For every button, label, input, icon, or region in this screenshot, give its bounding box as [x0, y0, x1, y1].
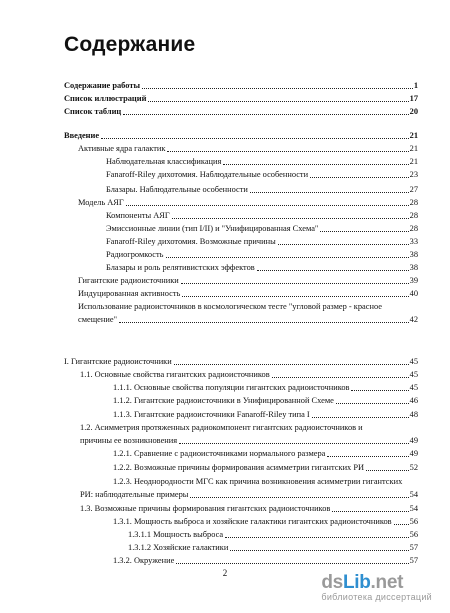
- toc-entry: [78, 143, 418, 154]
- toc-leader-dots: [332, 511, 408, 512]
- toc-entry-page: 57: [409, 556, 418, 565]
- toc-entry-title: 1.1.2. Гигантские радиоисточники в Унифицированной Схеме: [113, 396, 334, 405]
- toc-entry: [78, 275, 418, 286]
- toc-leader-dots: [351, 390, 408, 391]
- toc-leader-dots: [179, 443, 409, 444]
- watermark-tagline: библиотека диссертаций: [321, 592, 432, 602]
- toc-entry-page: 28: [409, 198, 418, 207]
- toc-leader-dots: [250, 192, 409, 193]
- toc-entry-title: 1.2.3. Неоднородности МГС как причина возникновения асимметрии гигантских: [113, 477, 403, 486]
- toc-entry: [113, 409, 418, 420]
- toc-leader-dots: [101, 138, 409, 139]
- toc-entry-title: 1.3. Возможные причины формирования гигантских радиоисточников: [80, 504, 331, 513]
- toc-leader-dots: [142, 88, 413, 89]
- toc-entry-title: 1.2.1. Сравнение с радиоисточниками нормального размера: [113, 449, 326, 458]
- toc-entry-title: Содержание работы: [64, 81, 140, 90]
- toc-leader-dots: [310, 177, 409, 178]
- toc-entry: [78, 197, 418, 208]
- toc-entry-page: 48: [409, 410, 418, 419]
- toc-leader-dots: [327, 456, 408, 457]
- toc-entry-title: Индуцированная активность: [78, 289, 181, 298]
- toc-entry-page: 20: [409, 107, 418, 116]
- toc-entry: [64, 356, 418, 367]
- watermark: [321, 572, 432, 602]
- toc-entry-title: 1.3.1. Мощность выброса и хозяйские галактики гигантских радиоисточников: [113, 517, 392, 526]
- toc-entry-page: 40: [409, 289, 418, 298]
- page-title: Содержание: [64, 33, 196, 56]
- toc-entry-title: Список иллюстраций: [64, 94, 147, 103]
- toc-entry-title: Активные ядра галактик: [78, 144, 166, 153]
- toc-entry: [106, 169, 418, 180]
- toc-entry: [106, 223, 418, 234]
- watermark-logo: dsLib.net: [321, 572, 404, 593]
- toc-entry-title: I. Гигантские радиоисточники: [64, 357, 172, 366]
- toc-entry-title: причины ее возникновения: [80, 436, 178, 445]
- toc-leader-dots: [166, 257, 409, 258]
- toc-entry-page: 49: [409, 449, 418, 458]
- toc-entry: [106, 210, 418, 221]
- toc-leader-dots: [225, 537, 408, 538]
- toc-entry: [106, 184, 418, 195]
- toc-entry: [78, 301, 418, 312]
- toc-leader-dots: [320, 231, 408, 232]
- toc-entry-title: 1.1.3. Гигантские радиоисточники Fanaroff-Riley типа I: [113, 410, 310, 419]
- toc-entry-page: 38: [409, 263, 418, 272]
- toc-entry-title: 1.3.1.1 Мощность выброса: [128, 530, 224, 539]
- toc-entry: [113, 382, 418, 393]
- toc-leader-dots: [366, 470, 409, 471]
- toc-leader-dots: [126, 205, 409, 206]
- toc-leader-dots: [123, 114, 408, 115]
- toc-leader-dots: [148, 101, 408, 102]
- toc-entry: [128, 542, 418, 553]
- toc-entry: [106, 156, 418, 167]
- toc-leader-dots: [174, 364, 409, 365]
- toc-entry: [80, 435, 418, 446]
- toc-leader-dots: [223, 164, 408, 165]
- toc-entry-page: 39: [409, 276, 418, 285]
- toc-entry-title: Наблюдательная классификация: [106, 157, 222, 166]
- toc-leader-dots: [119, 322, 409, 323]
- toc-entry-page: 17: [409, 94, 418, 103]
- toc-leader-dots: [257, 270, 409, 271]
- toc-entry-page: 49: [409, 436, 418, 445]
- toc-entry-page: 33: [409, 237, 418, 246]
- toc-leader-dots: [230, 550, 408, 551]
- toc-entry-page: 21: [409, 131, 418, 140]
- toc-leader-dots: [176, 563, 408, 564]
- toc-leader-dots: [182, 296, 408, 297]
- toc-entry: [64, 93, 418, 104]
- toc-entry-title: 1.1. Основные свойства гигантских радиоисточников: [80, 370, 270, 379]
- toc-entry-page: 46: [409, 396, 418, 405]
- toc-leader-dots: [272, 377, 409, 378]
- toc-entry-page: 45: [409, 370, 418, 379]
- toc-entry-title: Fanaroff-Riley дихотомия. Наблюдательные особенности: [106, 170, 309, 179]
- toc-entry-title: Эмиссионные линии (тип I/II) и "Унифицированная Схема": [106, 224, 319, 233]
- toc-entry-title: 1.2.2. Возможные причины формирования асимметрии гигантских РИ: [113, 463, 365, 472]
- toc-leader-dots: [394, 524, 409, 525]
- toc-entry-title: 1.3.1.2 Хозяйские галактики: [128, 543, 229, 552]
- toc-entry-page: 23: [409, 170, 418, 179]
- toc-entry-page: 45: [409, 383, 418, 392]
- toc-entry-title: 1.2. Асимметрия протяженных радиокомпонент гигантских радиоисточников и: [80, 423, 363, 432]
- toc-entry-title: 1.1.1. Основные свойства популяции гигантских радиоисточников: [113, 383, 350, 392]
- toc-entry: [113, 462, 418, 473]
- toc-entry: [64, 130, 418, 141]
- toc-entry: [64, 106, 418, 117]
- toc-entry: [80, 489, 418, 500]
- toc-entry-page: 21: [409, 144, 418, 153]
- toc-entry: [78, 288, 418, 299]
- toc-entry: [128, 529, 418, 540]
- toc-entry: [113, 448, 418, 459]
- toc-entry-page: 28: [409, 211, 418, 220]
- toc-entry-title: Список таблиц: [64, 107, 122, 116]
- toc-entry-page: 21: [409, 157, 418, 166]
- toc-entry-page: 45: [409, 357, 418, 366]
- toc-entry: [80, 503, 418, 514]
- toc-entry-page: 56: [409, 517, 418, 526]
- toc-entry-page: 57: [409, 543, 418, 552]
- toc-entry: [106, 262, 418, 273]
- toc-entry: [113, 555, 418, 566]
- toc-entry: [106, 236, 418, 247]
- toc-leader-dots: [336, 403, 409, 404]
- toc-entry: [113, 476, 418, 487]
- toc-entry-page: 56: [409, 530, 418, 539]
- toc-entry-title: смещение": [78, 315, 118, 324]
- toc-entry-title: Блазары. Наблюдательные особенности: [106, 185, 248, 194]
- toc-leader-dots: [190, 497, 408, 498]
- toc-entry-page: 52: [409, 463, 418, 472]
- toc-entry-title: Блазары и роль релятивистских эффектов: [106, 263, 255, 272]
- page-number: 2: [222, 568, 228, 578]
- toc-entry-title: Гигантские радиоисточники: [78, 276, 179, 285]
- toc-entry-title: Радиогромкость: [106, 250, 164, 259]
- toc-entry: [113, 516, 418, 527]
- toc-entry-page: 1: [413, 81, 418, 90]
- toc-leader-dots: [278, 244, 409, 245]
- toc-entry-page: 27: [409, 185, 418, 194]
- toc-leader-dots: [181, 283, 409, 284]
- toc-entry-page: 38: [409, 250, 418, 259]
- toc-entry-page: 28: [409, 224, 418, 233]
- toc-leader-dots: [312, 417, 409, 418]
- toc-entry-title: Модель АЯГ: [78, 198, 124, 207]
- toc-entry: [80, 422, 418, 433]
- toc-entry-page: 42: [409, 315, 418, 324]
- toc-entry: [113, 395, 418, 406]
- toc-entry-title: Введение: [64, 131, 100, 140]
- toc-leader-dots: [172, 218, 409, 219]
- toc-entry-title: РИ: наблюдательные примеры: [80, 490, 189, 499]
- toc-entry: [78, 314, 418, 325]
- toc-entry-title: Компоненты АЯГ: [106, 211, 170, 220]
- toc-entry-title: Fanaroff-Riley дихотомия. Возможные причины: [106, 237, 276, 246]
- toc-entry: [106, 249, 418, 260]
- toc-leader-dots: [167, 151, 408, 152]
- toc-entry-title: Использование радиоисточников в космологическом тесте "угловой размер - красное: [78, 302, 382, 311]
- toc-entry: [80, 369, 418, 380]
- toc-entry-page: 54: [409, 504, 418, 513]
- toc-entry: [64, 80, 418, 91]
- toc-entry-title: 1.3.2. Окружение: [113, 556, 175, 565]
- toc-entry-page: 54: [409, 490, 418, 499]
